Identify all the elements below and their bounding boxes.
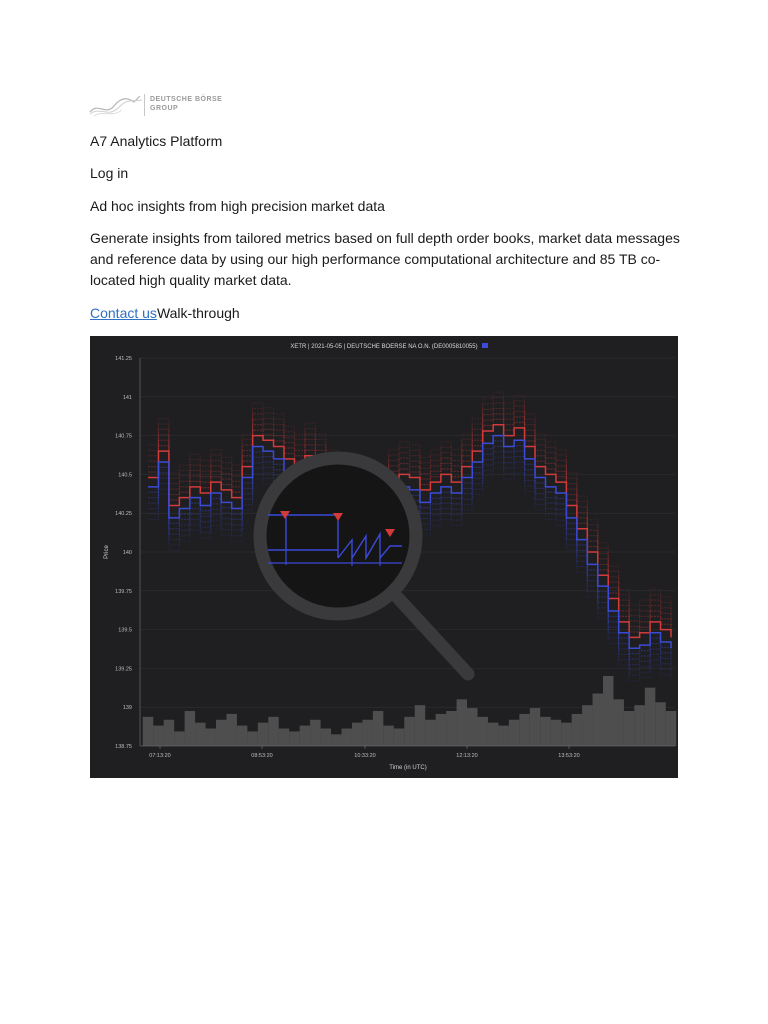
tagline: Ad hoc insights from high precision market data xyxy=(90,198,385,214)
x-tick-label: 10:33:20 xyxy=(354,753,376,759)
volume-bar xyxy=(383,726,393,746)
volume-bar xyxy=(373,711,383,746)
volume-bar xyxy=(624,711,634,746)
volume-bar xyxy=(394,729,404,747)
volume-bar xyxy=(509,720,519,746)
chart-svg xyxy=(90,336,678,778)
volume-bar xyxy=(331,734,341,746)
logo-line-2: GROUP xyxy=(150,105,179,112)
y-tick-label: 140.25 xyxy=(115,511,132,518)
volume-bar xyxy=(143,717,153,746)
y-tick-label: 139 xyxy=(122,705,132,712)
x-axis-ticks xyxy=(149,746,579,759)
volume-bar xyxy=(206,729,216,747)
volume-bar xyxy=(258,723,268,746)
volume-bar xyxy=(488,723,498,746)
volume-bar xyxy=(540,717,550,746)
volume-bar xyxy=(195,723,205,746)
volume-bar xyxy=(268,717,278,746)
magnifier-handle xyxy=(398,598,468,674)
volume-bar xyxy=(582,705,592,746)
volume-bar xyxy=(498,726,508,746)
volume-bar xyxy=(655,702,665,746)
magnifier-overlay xyxy=(260,458,468,674)
x-tick-label: 12:13:20 xyxy=(456,753,478,759)
volume-bar xyxy=(153,726,163,746)
volume-bar xyxy=(446,711,456,746)
volume-bar xyxy=(237,726,247,746)
volume-bar xyxy=(226,714,236,746)
volume-bar xyxy=(164,720,174,746)
volume-bar xyxy=(457,699,467,746)
volume-bar xyxy=(551,720,561,746)
volume-bar xyxy=(593,694,603,747)
volume-bar xyxy=(603,676,613,746)
market-data-chart xyxy=(90,336,678,778)
walkthrough-link[interactable]: Walk-through xyxy=(156,305,240,321)
volume-bar xyxy=(300,726,310,746)
volume-bar xyxy=(477,717,487,746)
x-tick-label: 07:13:20 xyxy=(149,753,171,759)
volume-bar xyxy=(310,720,320,746)
y-axis-ticks xyxy=(115,356,132,750)
volume-bar xyxy=(666,711,676,746)
x-tick-label: 13:53:20 xyxy=(558,753,580,759)
y-tick-label: 140.5 xyxy=(118,472,132,479)
deutsche-boerse-logo xyxy=(88,92,228,120)
y-tick-label: 139.5 xyxy=(118,627,132,634)
volume-bar xyxy=(342,729,352,747)
y-tick-label: 141.25 xyxy=(115,356,132,362)
volume-bar xyxy=(174,731,184,746)
x-tick-label: 08:53:20 xyxy=(251,753,273,759)
volume-bar xyxy=(352,723,362,746)
x-axis-label: Time (in UTC) xyxy=(389,765,427,771)
volume-bar xyxy=(519,714,529,746)
y-tick-label: 139.75 xyxy=(115,588,132,595)
page-title: A7 Analytics Platform xyxy=(90,133,223,149)
chart-title-legend-swatch xyxy=(482,343,488,348)
login-link[interactable]: Log in xyxy=(90,165,129,181)
volume-bar xyxy=(572,714,582,746)
volume-bar xyxy=(436,714,446,746)
logo-line-1: DEUTSCHE BÖRSE xyxy=(150,96,223,103)
volume-bar xyxy=(645,688,655,746)
volume-bar xyxy=(279,729,289,747)
volume-bar xyxy=(415,705,425,746)
volume-bar xyxy=(530,708,540,746)
contact-us-link[interactable]: Contact us xyxy=(90,305,157,321)
logo-text xyxy=(150,95,222,113)
volume-bar xyxy=(247,731,257,746)
volume-bar xyxy=(362,720,372,746)
volume-bar xyxy=(613,699,623,746)
y-tick-label: 140.75 xyxy=(115,433,132,440)
cta-links xyxy=(90,303,240,324)
volume-bar xyxy=(425,720,435,746)
y-tick-label: 138.75 xyxy=(115,744,132,750)
volume-bar xyxy=(321,729,331,747)
logo-wave-icon xyxy=(88,92,144,120)
y-axis-label: Price xyxy=(104,545,110,559)
volume-bar xyxy=(404,717,414,746)
description: Generate insights from tailored metrics based on full depth order books, market data messages and reference data by using our high performance computational architecture and 85 TB co-located high quality market data. xyxy=(90,230,680,288)
y-tick-label: 140 xyxy=(122,550,132,556)
y-tick-label: 141 xyxy=(122,394,132,401)
volume-bar xyxy=(185,711,195,746)
volume-bars xyxy=(143,676,676,746)
volume-bar xyxy=(467,708,477,746)
volume-bar xyxy=(561,723,571,746)
volume-bar xyxy=(634,705,644,746)
chart-title: XETR | 2021-05-05 | DEUTSCHE BOERSE NA O.N. (DE0005810055) xyxy=(290,344,478,350)
volume-bar xyxy=(289,731,299,746)
y-tick-label: 139.25 xyxy=(115,666,132,673)
volume-bar xyxy=(216,720,226,746)
logo-separator xyxy=(144,94,145,116)
